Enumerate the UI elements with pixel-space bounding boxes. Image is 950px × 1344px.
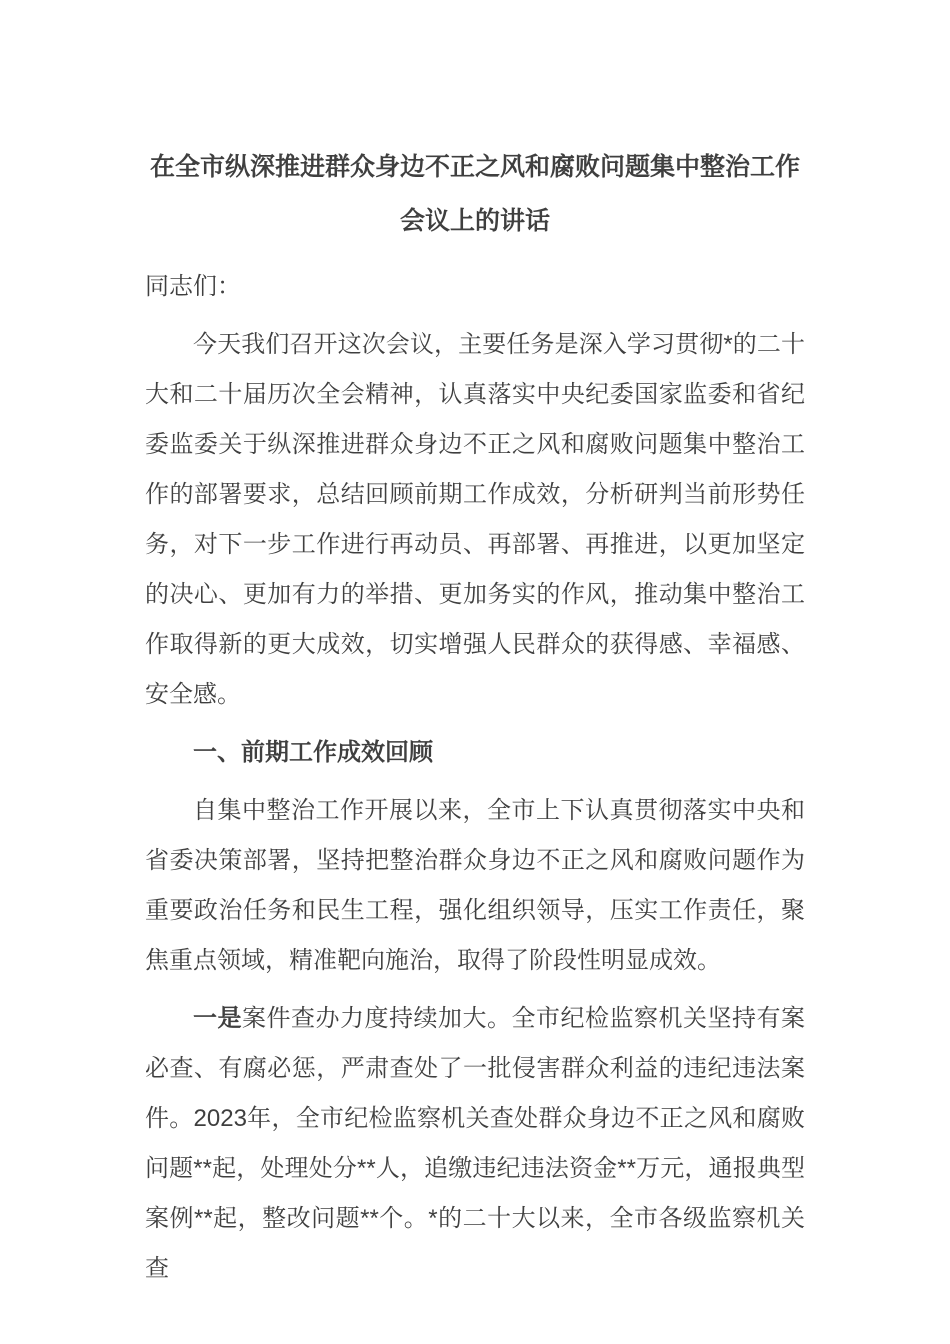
salutation: 同志们： <box>145 273 241 300</box>
section-1-heading: 一、前期工作成效回顾 <box>193 739 433 766</box>
intro-paragraph: 今天我们召开这次会议，主要任务是深入学习贯彻*的二十大和二十届历次全会精神，认真落实中央纪委国家监委和省纪委监委关于纵深推进群众身边不正之风和腐败问题集中整治工作的部署要求，总结回顾前期工作成效，分析研判当前形势任务，对下一步工作进行再动员、再部署、再推进，以更加坚定的决心、更加有力的举措、更加务实的作风，推动集中整治工作取得新的更大成效，切实增强人民群众的获得感、幸福感、安全感。 <box>145 331 805 708</box>
point-1-lead: 一是 <box>193 1005 242 1032</box>
section-1-paragraph: 自集中整治工作开展以来，全市上下认真贯彻落实中央和省委决策部署，坚持把整治群众身边不正之风和腐败问题作为重要政治任务和民生工程，强化组织领导，压实工作责任，聚焦重点领域，精准靶向施治，取得了阶段性明显成效。 <box>145 797 805 974</box>
point-1-text: 案件查办力度持续加大。全市纪检监察机关坚持有案必查、有腐必惩，严肃查处了一批侵害群众利益的违纪违法案件。2023年，全市纪检监察机关查处群众身边不正之风和腐败问题**起，处理处分**人，追缴违纪违法资金**万元，通报典型案例**起，整改问题**个。*的二十大以来，全市各级监察机关查 <box>145 1005 805 1282</box>
section-1-point-1-paragraph <box>145 994 805 1294</box>
document-title: 在全市纵深推进群众身边不正之风和腐败问题集中整治工作会议上的讲话 <box>149 153 800 235</box>
